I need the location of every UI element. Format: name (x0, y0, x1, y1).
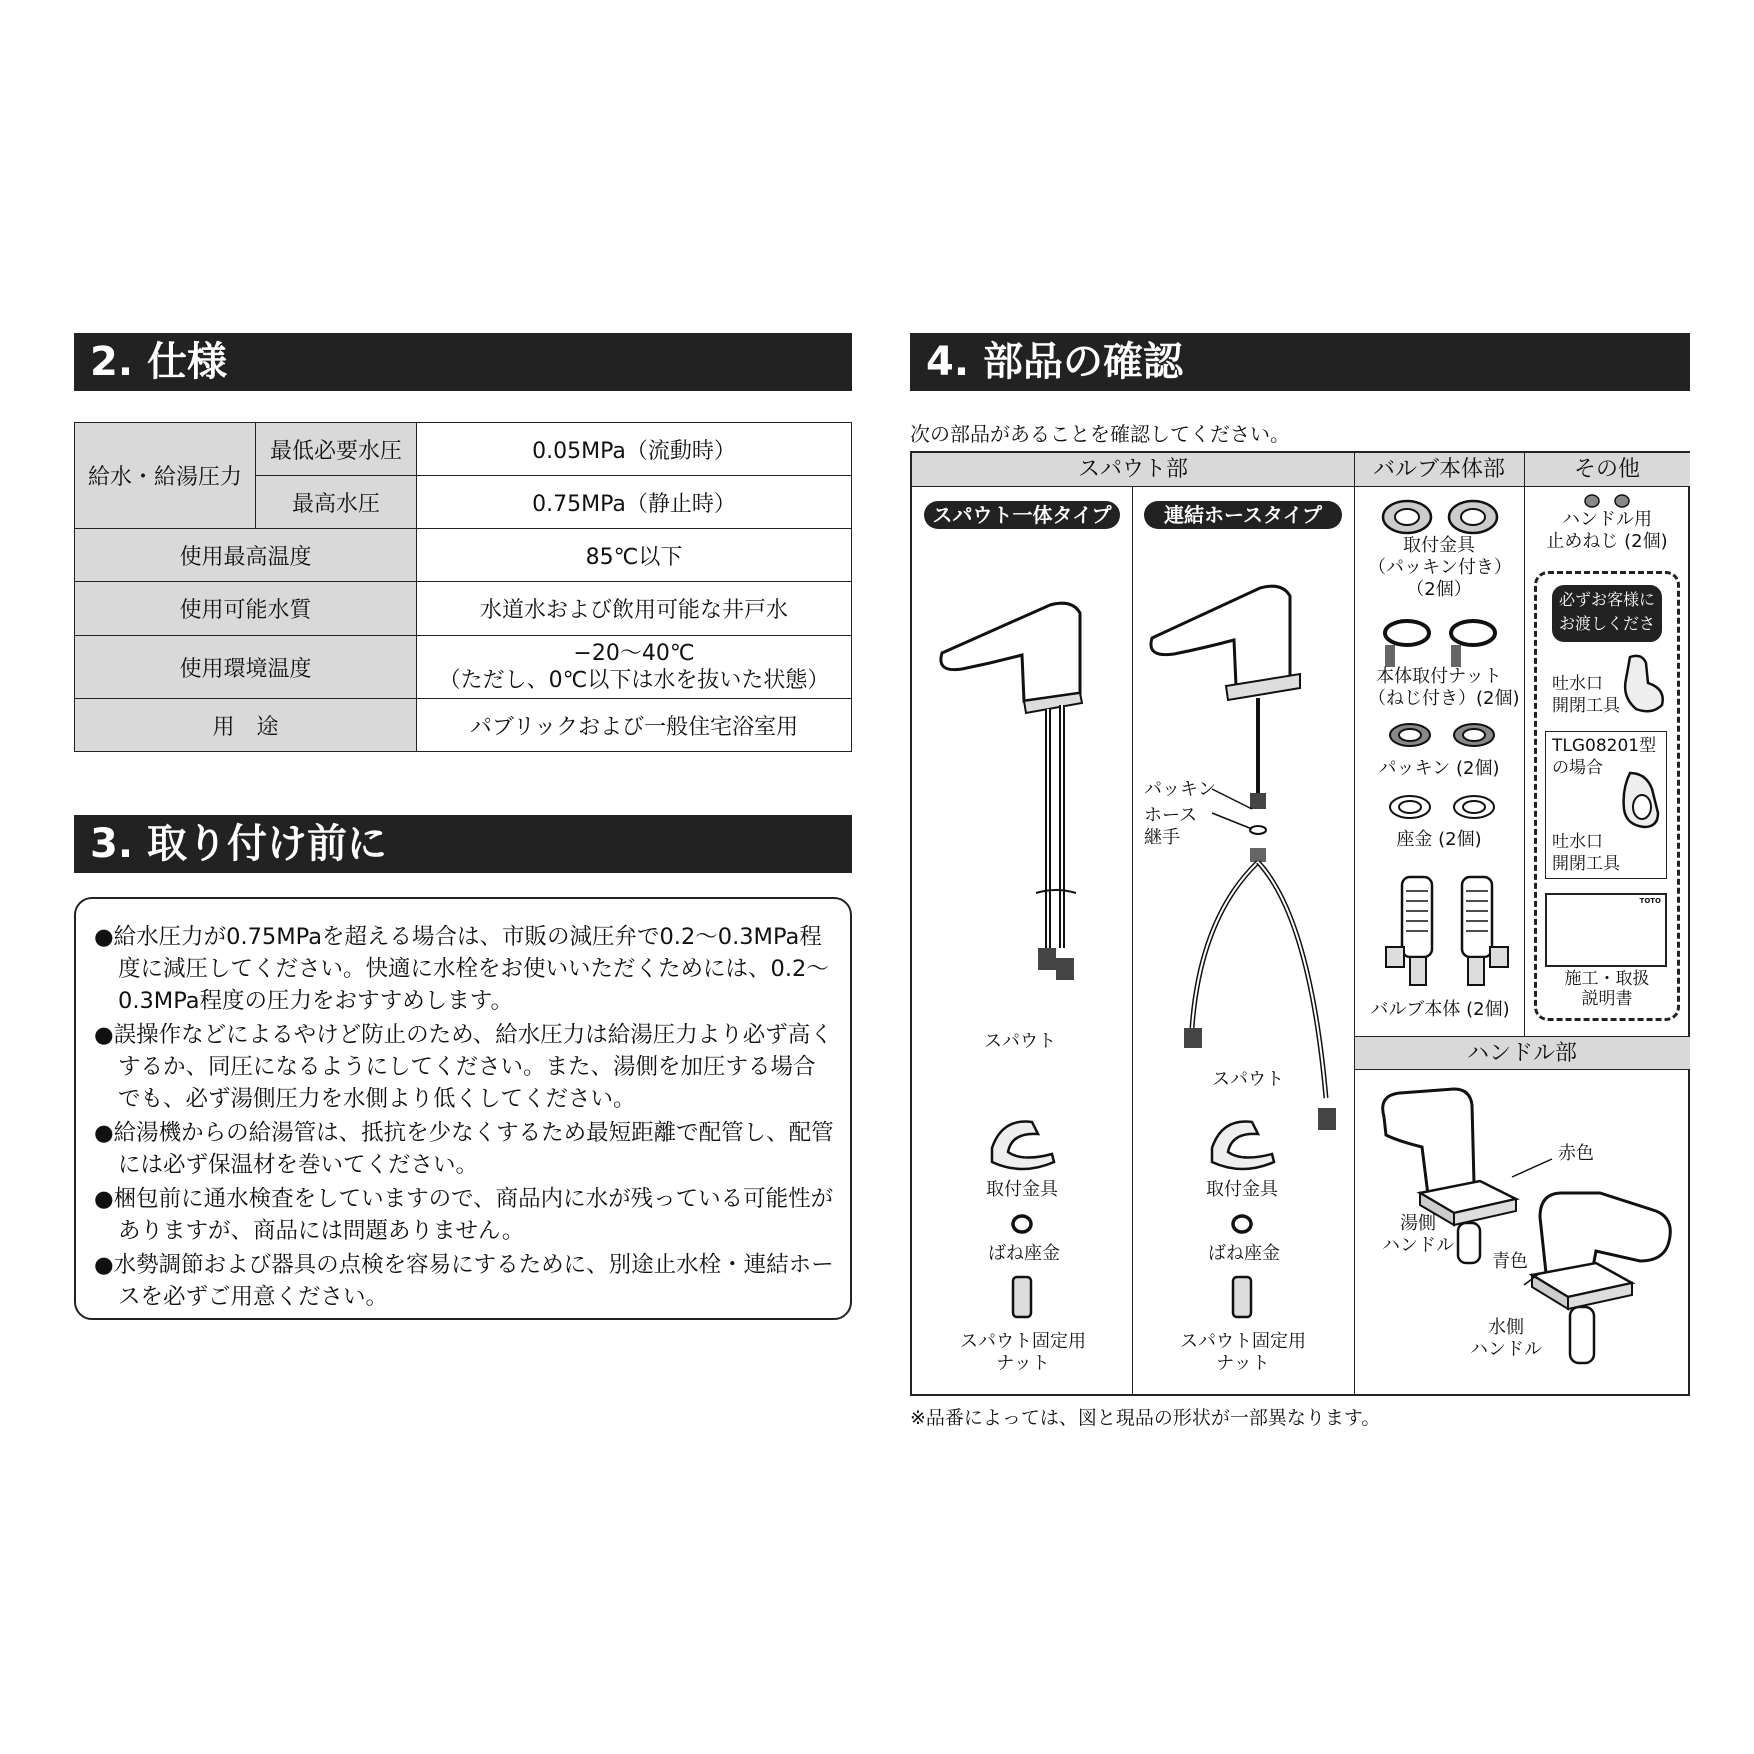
spout-integrated-label: スパウト (984, 1031, 1056, 1052)
water-quality-value: 水道水および飲用可能な井戸水 (417, 582, 852, 636)
customer-notice-line1: 必ずお客様に (1558, 590, 1655, 609)
bracket-icon (1202, 1118, 1282, 1173)
usage-label: 用 途 (75, 699, 417, 752)
manual-label-line1: 施工・取扱 (1564, 969, 1650, 989)
stop-screw-label (1530, 509, 1684, 553)
valve-body-icons (1372, 871, 1512, 1001)
max-temp-value: 85℃以下 (417, 529, 852, 582)
valve-header: バルブ本体部 (1354, 453, 1524, 487)
washer-count-label: 座金 (2個) (1396, 829, 1482, 850)
manual-label (1530, 969, 1684, 1009)
footnote: ※品番によっては、図と現品の形状が一部異なります。 (910, 1407, 1381, 1429)
packing-count-label: パッキン (2個) (1378, 758, 1500, 779)
mount-fitting-label-line3: （2個） (1406, 579, 1472, 600)
env-temp-label: 使用環境温度 (75, 636, 417, 699)
note-item: ●梱包前に通水検査をしていますので、商品内に水が残っている可能性がありますが、商品には問題ありません。 (94, 1186, 834, 1244)
mount-fitting-icons (1377, 497, 1507, 537)
env-temp-value (417, 636, 852, 699)
spout-integrated-badge: スパウト一体タイプ (924, 501, 1120, 529)
max-pressure-label: 最高水圧 (256, 476, 417, 529)
divider (1354, 453, 1355, 1396)
notes-box (74, 897, 852, 1320)
hot-handle-label (1382, 1213, 1454, 1257)
fixing-nut-label-line2: ナット (996, 1353, 1050, 1374)
spring-washer-label: ばね座金 (1208, 1243, 1280, 1264)
model-label-line1: TLG08201型 (1552, 736, 1657, 756)
hose-joint-label-line1: ホース (1144, 805, 1198, 826)
env-temp-value-line2: （ただし、0℃以下は水を抜いた状態） (438, 668, 830, 693)
hose-joint-label-line2: 継手 (1144, 827, 1180, 848)
parts-box (910, 451, 1690, 1396)
fixing-nut-icon (1010, 1275, 1034, 1319)
customer-notice-line2: お渡しください (1558, 614, 1655, 657)
divider (1524, 453, 1525, 1036)
mount-fitting-label-line2: （パッキン付き） (1368, 557, 1512, 578)
divider (1132, 487, 1133, 1396)
outlet-tool-label-line1: 吐水口 (1552, 674, 1603, 694)
mount-fitting-label (1368, 535, 1510, 601)
pressure-group-label: 給水・給湯圧力 (75, 423, 256, 529)
manual-icon (1545, 893, 1667, 967)
body-nut-icons (1377, 615, 1507, 671)
customer-notice-badge (1552, 585, 1662, 657)
packing-icons (1382, 721, 1502, 751)
stop-screw-label-line1: ハンドル用 (1562, 509, 1652, 530)
outlet-tool-alt-label-line1: 吐水口 (1552, 832, 1603, 852)
section-3-heading: 3. 取り付け前に (74, 815, 852, 873)
cold-handle-label-line1: 水側 (1488, 1317, 1524, 1338)
red-color-label: 赤色 (1558, 1143, 1594, 1164)
max-pressure-value: 0.75MPa（静止時） (417, 476, 852, 529)
spring-washer-label: ばね座金 (988, 1243, 1060, 1264)
bracket-icon (982, 1118, 1062, 1173)
stop-screw-icons (1580, 493, 1636, 509)
bracket-label: 取付金具 (986, 1179, 1058, 1200)
spout-integrated-drawing (932, 593, 1122, 1013)
model-label-line2: の場合 (1552, 758, 1603, 778)
handle-header: ハンドル部 (1354, 1036, 1690, 1070)
blue-color-label: 青色 (1492, 1251, 1528, 1272)
bracket-label: 取付金具 (1206, 1179, 1278, 1200)
outlet-tool-icon (1612, 653, 1668, 717)
packing-label: パッキン (1144, 779, 1216, 800)
body-nut-label-line1: 本体取付ナット (1376, 666, 1502, 687)
min-pressure-label: 最低必要水圧 (256, 423, 417, 476)
fixing-nut-label-line2: ナット (1216, 1353, 1270, 1374)
manual-brand: TOTO (1639, 897, 1661, 905)
cold-handle-label-line2: ハンドル (1470, 1339, 1542, 1360)
note-item: ●給水圧力が0.75MPaを超える場合は、市販の減圧弁で0.2〜0.3MPa程度に減圧してください。快適に水栓をお使いいただくためには、0.2〜0.3MPa程度の圧力をおすすめします。 (94, 924, 829, 1014)
note-item: ●水勢調節および器具の点検を容易にするために、別途止水栓・連結ホースを必ずご用意ください。 (94, 1252, 834, 1310)
note-item: ●誤操作などによるやけど防止のため、給水圧力は給湯圧力より必ず高くするか、同圧になるようにしてください。また、湯側を加圧する場合でも、必ず湯側圧力を水側より低くしてください。 (94, 1022, 833, 1112)
fixing-nut-label (960, 1331, 1086, 1375)
spout-header: スパウト部 (912, 453, 1354, 487)
outlet-tool-alt-icon (1618, 769, 1662, 831)
valve-body-label: バルブ本体 (2個) (1370, 999, 1510, 1020)
fixing-nut-icon (1230, 1275, 1254, 1319)
min-pressure-value: 0.05MPa（流動時） (417, 423, 852, 476)
fixing-nut-label-line1: スパウト固定用 (960, 1331, 1086, 1352)
section-2-heading: 2. 仕様 (74, 333, 852, 391)
leader-lines (1212, 789, 1272, 839)
hot-handle-label-line1: 湯側 (1400, 1213, 1436, 1234)
spring-washer-icon (1010, 1213, 1034, 1235)
outlet-tool-alt-label-line2: 開閉工具 (1552, 854, 1620, 874)
spout-hose-label: スパウト (1212, 1069, 1284, 1090)
body-nut-label-line2: （ねじ付き）(2個) (1368, 688, 1520, 709)
env-temp-value-line1: −20〜40℃ (573, 641, 695, 666)
usage-value: パブリックおよび一般住宅浴室用 (417, 699, 852, 752)
other-header: その他 (1524, 453, 1690, 487)
hose-joint-label (1144, 805, 1197, 849)
fixing-nut-label (1180, 1331, 1306, 1375)
outlet-tool-alt-label (1552, 831, 1620, 875)
hot-handle-label-line2: ハンドル (1382, 1235, 1454, 1256)
outlet-tool-label-line2: 開閉工具 (1552, 696, 1620, 716)
max-temp-label: 使用最高温度 (75, 529, 417, 582)
water-quality-label: 使用可能水質 (75, 582, 417, 636)
stop-screw-label-line2: 止めねじ (2個) (1546, 531, 1668, 552)
spring-washer-icon (1230, 1213, 1254, 1235)
section-4-heading: 4. 部品の確認 (910, 333, 1690, 391)
section-4-intro: 次の部品があることを確認してください。 (910, 422, 1290, 446)
spec-table (74, 422, 852, 752)
manual-label-line2: 説明書 (1581, 989, 1633, 1009)
spout-hose-badge: 連結ホースタイプ (1144, 501, 1342, 529)
body-nut-label (1368, 666, 1520, 710)
mount-fitting-label-line1: 取付金具 (1403, 535, 1475, 556)
fixing-nut-label-line1: スパウト固定用 (1180, 1331, 1306, 1352)
washer-icons (1382, 793, 1502, 823)
note-item: ●給湯機からの給湯管は、抵抗を少なくするため最短距離で配管し、配管には必ず保温材を巻いてください。 (94, 1120, 834, 1178)
cold-handle-label (1470, 1317, 1542, 1361)
outlet-tool-label (1552, 673, 1620, 717)
